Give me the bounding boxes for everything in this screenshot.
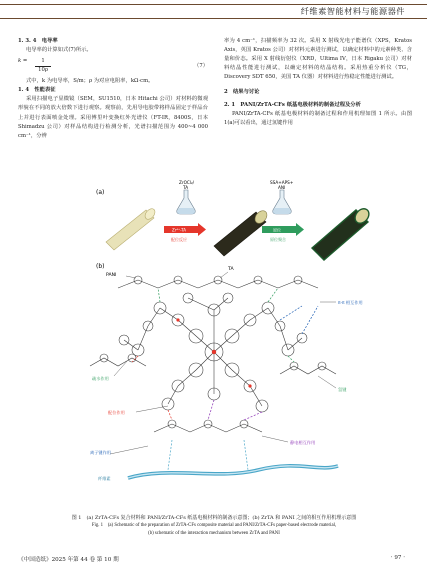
cellulose-strand (128, 466, 338, 478)
pani-chain-right (280, 362, 336, 374)
fiber-cellulose-plain (106, 207, 157, 250)
fiber-pani-coated (312, 206, 372, 260)
label-ta: TA (228, 267, 234, 272)
label-coordination: 配位作用 (108, 410, 125, 415)
panel-b-label: (b) (96, 263, 105, 270)
fiber-zrta-coated (214, 208, 269, 256)
journal-section-title: 纤维素智能材料与能源器件 (300, 6, 405, 16)
label-ionic-bond: 离子键作用 (90, 450, 111, 455)
formula-number: （7） (194, 62, 208, 69)
formula-body (18, 57, 51, 76)
cellulose-anchor-lines (168, 440, 248, 470)
label-static-interaction: 静电相互作用 (290, 440, 316, 445)
left-column (18, 37, 208, 141)
arrow-1-sublabel: 配位反应 (171, 237, 187, 242)
caption-cn: 图 1 (a) ZrTA-CFs 复合材料和 PANI/ZrTA-CFs 纸基电极材料的制备示意图；(b) ZrTA 和 PANI 之间的相互作用机理示意图 (71, 515, 357, 521)
right-column (224, 37, 412, 128)
static-interaction-lines (208, 400, 262, 420)
paragraph-characterization: 采用扫描电子显微镜（SEM，SU1510，日本 Hitachi 公司）对材料的微观形貌在不同的放大倍数下进行观察。观察前，先用导电胶带将样品固定于样品台上并进行表面喷金处理。采用傅里叶变换红外光谱仪（FT-IR，8400S，日本 Shimadzu 公司）对样品结构进行检测分析，光谱扫描范围为 400~4 000 cm⁻¹，分辨 (18, 96, 208, 139)
label-hydrogen-bond: 氢键 (338, 387, 347, 392)
label-hydrophobic: 疏水作用 (92, 376, 109, 381)
conductivity-intro: 电导率的计算如式(7)所示。 (25, 47, 92, 54)
footer-page-number: · 97 · (390, 555, 405, 561)
formula-lhs: k = (18, 57, 28, 64)
header-rule-bottom (0, 18, 427, 19)
arrow-2-label: 原位 (273, 227, 281, 233)
paragraph-preparation: PANI/ZrTA-CFs 纸基电极材料的制备过程和作用机理如图 1 所示。由图 1(a)可以看出，通过氢键作用 (224, 110, 412, 126)
hydrogen-bond-lines (158, 288, 294, 362)
arrow-2 (262, 223, 304, 236)
caption-en-line2: (b) schematic of the interaction mechanism between ZrTA and PANI (148, 531, 280, 536)
reagent-1-line1: ZrOCl₂/ (179, 180, 195, 185)
reagent-1-line2: TA (183, 185, 189, 190)
reagent-2-line1: SSA+APS+ (270, 180, 294, 185)
label-pani: PANI (106, 273, 117, 278)
label-cellulose: 纤维素 (98, 476, 111, 481)
arrow-1-label: Zr⁴⁺-TA (172, 227, 187, 233)
section-heading-21: 2. 1 PANI/ZrTA-CFs 纸基电极材料的制备过程及分析 (224, 101, 361, 108)
pani-chain-bottom (154, 420, 262, 432)
section-heading-2: 2 结果与讨论 (224, 89, 260, 96)
formula-note: 式中，k 为电导率，S/m；ρ 为对应电阻率，kΩ·cm。 (25, 78, 154, 85)
section-heading-134-characterization: 1. 4 性能表征 (18, 87, 56, 94)
formula-denominator: 10ρ (38, 67, 48, 74)
reagent-2-line2: ANI (278, 185, 286, 190)
panel-a-label: (a) (96, 189, 105, 196)
coordination-lines (132, 356, 172, 420)
arrow-2-sublabel: 原位聚合 (270, 237, 286, 242)
formula-fraction (35, 57, 51, 76)
paragraph-xps-xrd-tg: 率为 4 cm⁻¹，扫描频率为 32 次。采用 X 射线光电子能谱仪（XPS，Kratos Axis，英国 Kratos 公司）对材料元素进行测试，以确定材料中的元素种类、含量和价态。采用 X 射线衍射仪（XRD，Ultima IV，日本 Rigaku 公司）对材料结晶性能进行测试，以确定材料的结晶结构。采用热重分析仪（TG，Discovery SDT 650，美国 TA 仪器）对材料进行热稳定性能进行测试。 (224, 38, 412, 81)
header-rule-top (0, 4, 427, 5)
footer-journal: 《中国造纸》2025 年第 44 卷 第 10 期 (18, 557, 119, 563)
flask-ssa-aps-ani-icon (273, 190, 291, 214)
formula-7 (18, 55, 208, 77)
pani-chain-top (118, 276, 318, 288)
section-heading-134-conductivity: 1. 3. 4 电导率 (18, 38, 58, 44)
caption-en-line1: Fig. 1 (a) Schematic of the preparation of ZrTA-CFs composite material and PANI/ZrTA-CFs paper-based electrode material, (91, 523, 337, 528)
formula-numerator: 1 (41, 57, 45, 64)
pi-pi-lines (280, 306, 318, 334)
flask-zrocl2-ta-icon (177, 190, 195, 214)
label-pi-pi: π-π 相互作用 (338, 300, 363, 305)
figure-1 (18, 180, 410, 510)
figure-caption (18, 514, 410, 538)
